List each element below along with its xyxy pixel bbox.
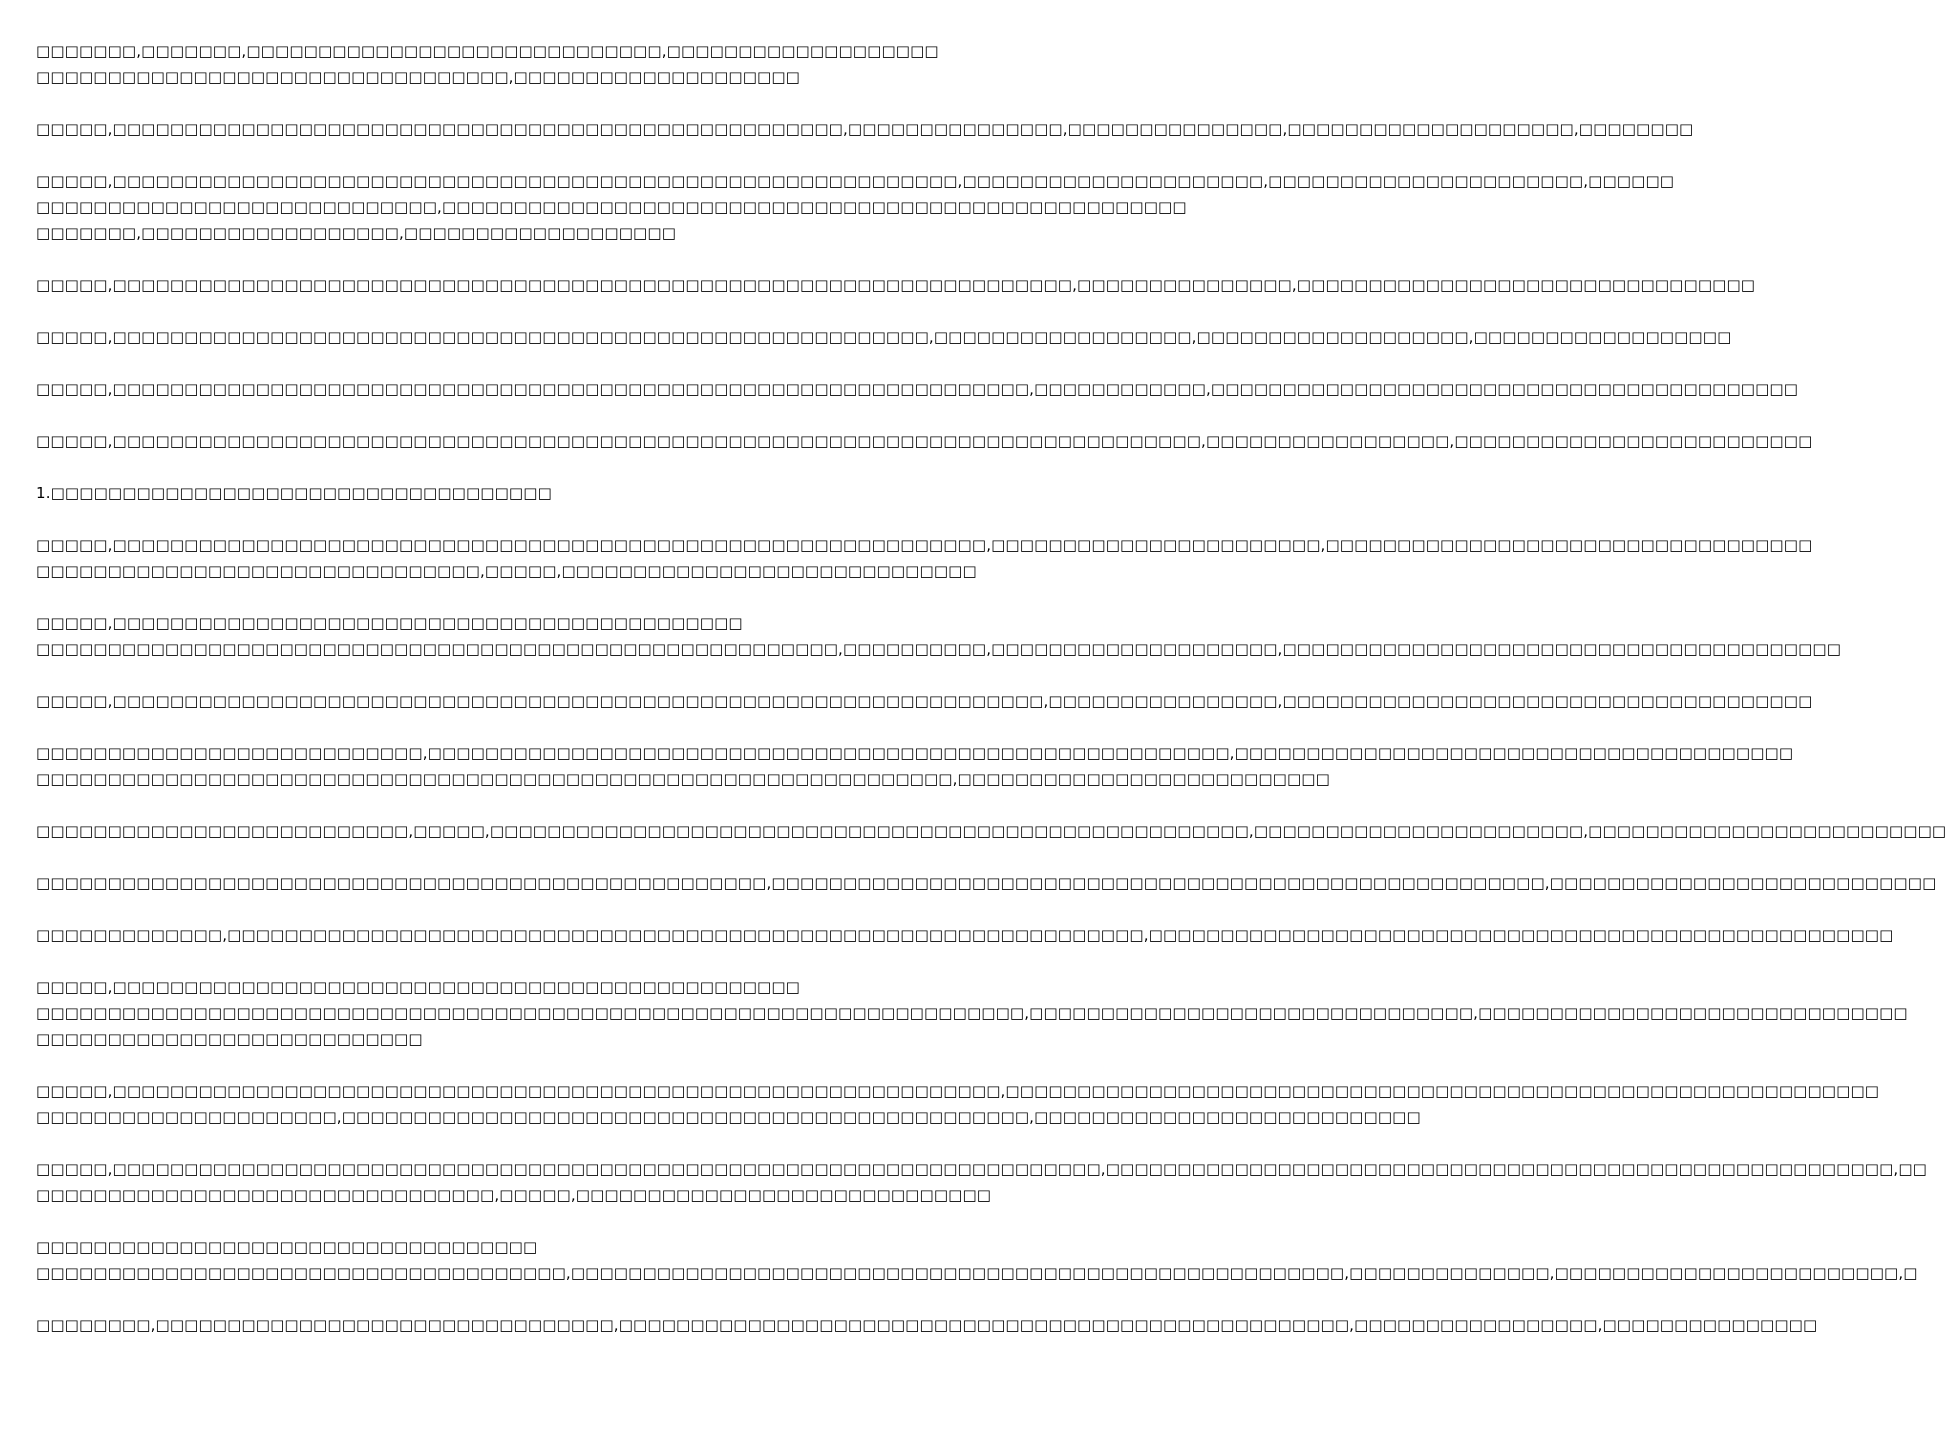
paragraph [36, 1234, 1918, 1286]
text-line: □□□□□,□□□□□□□□□□□□□□□□□□□□□□□□□□□□□□□□□□□□□□□□□□□□□□□□□□□□□□□□□□□□□□□□□□□,□□□□□□□□□□□□□□□,□□□□□□□□□□□□□□□□□□□□□□□□□□□□□□□□ [36, 276, 1756, 294]
paragraph [36, 168, 1675, 246]
paragraph-spacer [36, 506, 990, 532]
text-line: □□□□□□□□□□□□□□□□□□□□□,□□□□□□□□□□□□□□□□□□□□□□□□□□□□□□□□□□□□□□□□□□□□□□□□,□□□□□□□□□□□□□□□□□□□□□□□□□□□ [36, 1108, 1421, 1126]
text-line: □□□□□□□□,□□□□□□□□□□□□□□□□□□□□□□□□□□□□□□□□,□□□□□□□□□□□□□□□□□□□□□□□□□□□□□□□□□□□□□□□□□□□□□□□□□□□,□□□□□□□□□□□□□□□□□,□□□□□□□□□□□□□□□ [36, 1316, 1818, 1334]
paragraph-spacer [36, 142, 990, 168]
paragraph-spacer [36, 584, 990, 610]
text-line: □□□□□□□□□□□□□□□□□□□□□□□□□□□□□□□□□,□□□□□□□□□□□□□□□□□□□□ [36, 68, 801, 86]
text-line: □□□□□□□□□□□□□□□□□□□□□□□□□□□□□□□□,□□□□□,□□□□□□□□□□□□□□□□□□□□□□□□□□□□□ [36, 1186, 992, 1204]
paragraph [36, 1156, 1927, 1208]
paragraph-spacer [36, 714, 990, 740]
paragraph [36, 1312, 1818, 1338]
text-line: □□□□□□□,□□□□□□□,□□□□□□□□□□□□□□□□□□□□□□□□□□□□□,□□□□□□□□□□□□□□□□□□□ [36, 42, 939, 60]
text-line: □□□□□□□□□□□□□□□□□□□□□□□□□□□□□□□□□□□□□□□□□□□□□□□□□□□□□□□□□□□□□□□□,□□□□□□□□□□□□□□□□□□□□□□□□□□ [36, 770, 1330, 788]
paragraph-spacer [36, 1052, 990, 1078]
text-line: □□□□□,□□□□□□□□□□□□□□□□□□□□□□□□□□□□□□□□□□□□□□□□□□□□□□□□□□□□□□□□□□□□□□□□□□□□□,□□□□□□□□□□□□□□□□□□□□□□□□□□□□□□□□□□□□□□□□□□□□□□□□□□□□□□□,□□ [36, 1160, 1927, 1178]
text-line: □□□□□,□□□□□□□□□□□□□□□□□□□□□□□□□□□□□□□□□□□□□□□□□□□□ [36, 614, 743, 632]
text-line: □□□□□□□□□□□□□□□□□□□□□□□□□□,□□□□□,□□□□□□□□□□□□□□□□□□□□□□□□□□□□□□□□□□□□□□□□□□□□□□□□□□□□□,□□□□□□□□□□□□□□□□□□□□□□□,□□□□□□□□□□□□□□□□□□□□□□□□□ [36, 822, 1946, 840]
text-line: □□□□□□□□□□□□□□□□□□□□□□□□□□□□,□□□□□□□□□□□□□□□□□□□□□□□□□□□□□□□□□□□□□□□□□□□□□□□□□□□□ [36, 198, 1187, 216]
paragraph [36, 480, 990, 506]
paragraph [36, 818, 1946, 844]
text-line: □□□□□□□□□□□□□□□□□□□□□□□□□□□□□□□□□□□□□□□□□□□□□□□□□□□□□□□□,□□□□□□□□□□,□□□□□□□□□□□□□□□□□□□□,□□□□□□□□□□□□□□□□□□□□□□□□□□□□□□□□□□□□□□□ [36, 640, 1842, 658]
paragraph-spacer [36, 948, 990, 974]
paragraph-spacer [36, 1286, 990, 1312]
text-line: □□□□□,□□□□□□□□□□□□□□□□□□□□□□□□□□□□□□□□□□□□□□□□□□□□□□□□□□□□□□□□□□□□□□□□□□□□□□□□□□□□,□□□□□□□□□□□□□□□□□,□□□□□□□□□□□□□□□□□□□□□□□□□ [36, 432, 1813, 450]
paragraph-spacer [36, 792, 990, 818]
text-line: □□□□□,□□□□□□□□□□□□□□□□□□□□□□□□□□□□□□□□□□□□□□□□□□□□□□□□□□□□□□□□□□□□□,□□□□□□□□□□□□□□□□□□□□□□□,□□□□□□□□□□□□□□□□□□□□□□□□□□□□□□□□□□ [36, 536, 1813, 554]
text-line: □□□□□□□,□□□□□□□□□□□□□□□□□□,□□□□□□□□□□□□□□□□□□□ [36, 224, 677, 242]
paragraph [36, 610, 1842, 662]
paragraph-spacer [36, 402, 990, 428]
paragraph-spacer [36, 1130, 990, 1156]
paragraph-spacer [36, 350, 990, 376]
paragraph [36, 922, 1894, 948]
text-line: □□□□□□□□□□□□□□□□□□□□□□□□□□□□□□□□□□□□□,□□□□□□□□□□□□□□□□□□□□□□□□□□□□□□□□□□□□□□□□□□□□□□□□□□□□□□,□□□□□□□□□□□□□□,□□□□□□□□□□□□□□□□□□□□□□□□,□ [36, 1264, 1918, 1282]
text-line: 1.□□□□□□□□□□□□□□□□□□□□□□□□□□□□□□□□□□□ [36, 484, 552, 502]
text-line: □□□□□,□□□□□□□□□□□□□□□□□□□□□□□□□□□□□□□□□□□□□□□□□□□□□□□□□□□,□□□□□□□□□□□□□□□,□□□□□□□□□□□□□□□,□□□□□□□□□□□□□□□□□□□□,□□□□□□□□ [36, 120, 1694, 138]
paragraph [36, 688, 1813, 714]
text-line: □□□□□□□□□□□□□□□□□□□□□□□□□□□ [36, 1030, 423, 1048]
text-line: □□□□□,□□□□□□□□□□□□□□□□□□□□□□□□□□□□□□□□□□□□□□□□□□□□□□□□□□□□□□□□□,□□□□□□□□□□□□□□□□□□,□□□□□□□□□□□□□□□□□□□,□□□□□□□□□□□□□□□□□□ [36, 328, 1732, 346]
text-line: □□□□□□□□□□□□□,□□□□□□□□□□□□□□□□□□□□□□□□□□□□□□□□□□□□□□□□□□□□□□□□□□□□□□□□□□□□□□□□,□□□□□□□□□□□□□□□□□□□□□□□□□□□□□□□□□□□□□□□□□□□□□□□□□□□□ [36, 926, 1894, 944]
text-line: □□□□□□□□□□□□□□□□□□□□□□□□□□□□□□□□□□□□□□□□□□□□□□□□□□□,□□□□□□□□□□□□□□□□□□□□□□□□□□□□□□□□□□□□□□□□□□□□□□□□□□□□□□,□□□□□□□□□□□□□□□□□□□□□□□□□□□ [36, 874, 1937, 892]
paragraph-spacer [36, 246, 990, 272]
text-line: □□□□□,□□□□□□□□□□□□□□□□□□□□□□□□□□□□□□□□□□□□□□□□□□□□□□□□□□□□□□□□□□□□□□□□,□□□□□□□□□□□□,□□□□□□□□□□□□□□□□□□□□□□□□□□□□□□□□□□□□□□□□□ [36, 380, 1799, 398]
paragraph [36, 740, 1794, 792]
paragraph [36, 428, 1813, 454]
text-line: □□□□□,□□□□□□□□□□□□□□□□□□□□□□□□□□□□□□□□□□□□□□□□□□□□□□□□□□□□□□□□□□□,□□□□□□□□□□□□□□□□□□□□□,□□□□□□□□□□□□□□□□□□□□□□,□□□□□□ [36, 172, 1675, 190]
text-line: □□□□□□□□□□□□□□□□□□□□□□□□□□□□□□□□□□□□□□□□□□□□□□□□□□□□□□□□□□□□□□□□□□□□□,□□□□□□□□□□□□□□□□□□□□□□□□□□□□□□□,□□□□□□□□□□□□□□□□□□□□□□□□□□□□□□ [36, 1004, 1908, 1022]
paragraph-spacer [36, 844, 990, 870]
paragraph-spacer [36, 896, 990, 922]
paragraph [36, 38, 990, 90]
paragraph-spacer [36, 454, 990, 480]
paragraph [36, 324, 1732, 350]
text-line: □□□□□□□□□□□□□□□□□□□□□□□□□□□,□□□□□□□□□□□□□□□□□□□□□□□□□□□□□□□□□□□□□□□□□□□□□□□□□□□□□□□□,□□□□□□□□□□□□□□□□□□□□□□□□□□□□□□□□□□□□□□□ [36, 744, 1794, 762]
text-line: □□□□□□□□□□□□□□□□□□□□□□□□□□□□□□□□□□□ [36, 1238, 538, 1256]
text-line: □□□□□,□□□□□□□□□□□□□□□□□□□□□□□□□□□□□□□□□□□□□□□□□□□□□□□□□□□□□□□□□□□□□□,□□□□□□□□□□□□□□□□□□□□□□□□□□□□□□□□□□□□□□□□□□□□□□□□□□□□□□□□□□□□□ [36, 1082, 1880, 1100]
paragraph-spacer [36, 90, 990, 116]
paragraph [36, 870, 1937, 896]
paragraph [36, 974, 1908, 1052]
paragraph [36, 1078, 1880, 1130]
paragraph-spacer [36, 1208, 990, 1234]
text-line: □□□□□□□□□□□□□□□□□□□□□□□□□□□□□□□,□□□□□,□□□□□□□□□□□□□□□□□□□□□□□□□□□□□ [36, 562, 977, 580]
paragraph [36, 532, 1813, 584]
paragraph [36, 376, 1799, 402]
paragraph-spacer [36, 662, 990, 688]
paragraph-spacer [36, 298, 990, 324]
paragraph [36, 272, 1756, 298]
text-line: □□□□□,□□□□□□□□□□□□□□□□□□□□□□□□□□□□□□□□□□□□□□□□□□□□□□□□□□□□□□□□□□□□□□□□□,□□□□□□□□□□□□□□□□,□□□□□□□□□□□□□□□□□□□□□□□□□□□□□□□□□□□□□ [36, 692, 1813, 710]
paragraph [36, 116, 1694, 142]
document-body [36, 38, 1946, 1338]
text-line: □□□□□,□□□□□□□□□□□□□□□□□□□□□□□□□□□□□□□□□□□□□□□□□□□□□□□□ [36, 978, 801, 996]
